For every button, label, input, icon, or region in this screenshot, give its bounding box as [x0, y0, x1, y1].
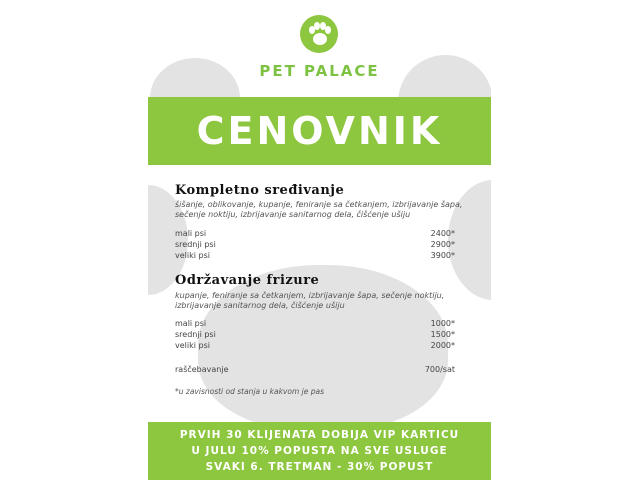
title-banner	[148, 97, 491, 165]
promo-line: PRVIH 30 KLIJENATA DOBIJA VIP KARTICU	[179, 429, 460, 441]
brand-name: PET PALACE	[259, 62, 380, 80]
price-row-label: raščebavanje	[175, 365, 229, 374]
price-row	[175, 329, 455, 340]
section-description: šišanje, oblikovanje, kupanje, feniranje sa četkanjem, izbrijavanje šapa, sečenje noktiju, izbrijavanje sanitarnog dela, čišćenje ušiju	[175, 200, 463, 219]
promo-line: SVAKI 6. TRETMAN - 30% POPUST	[205, 461, 434, 473]
price-row	[175, 228, 455, 239]
promo-line: U JULU 10% POPUSTA NA SVE USLUGE	[191, 445, 448, 457]
price-list-flyer	[148, 0, 491, 480]
price-row-value: 2000*	[430, 341, 455, 350]
price-row-value: 2900*	[430, 240, 455, 249]
section-description: kupanje, feniranje sa četkanjem, izbrijavanje šapa, sečenje noktiju, izbrijavanje sanitarnog dela, čišćenje ušiju	[175, 291, 445, 310]
price-row-label: mali psi	[175, 229, 207, 238]
price-row-value: 1500*	[430, 330, 455, 339]
price-row-value: 3900*	[430, 251, 455, 260]
price-row-label: veliki psi	[175, 341, 210, 350]
paw-icon	[300, 15, 338, 53]
section-title-haircut-maintenance: Održavanje frizure	[175, 273, 320, 288]
section-title-full-grooming: Kompletno sređivanje	[175, 183, 345, 198]
price-row	[175, 239, 455, 250]
price-row-value: 700/sat	[424, 365, 455, 374]
price-row-label: veliki psi	[175, 251, 210, 260]
price-row-value: 2400*	[430, 229, 455, 238]
price-row	[175, 340, 455, 351]
price-row-label: srednji psi	[175, 240, 216, 249]
price-row	[175, 318, 455, 329]
price-row-label: mali psi	[175, 319, 207, 328]
price-row-extra	[175, 364, 455, 375]
footnote: *u zavisnosti od stanja u kakvom je pas	[175, 387, 324, 396]
price-row-label: srednji psi	[175, 330, 216, 339]
promo-banner	[148, 422, 491, 480]
price-row	[175, 250, 455, 261]
price-row-value: 1000*	[430, 319, 455, 328]
logo-badge	[300, 15, 338, 53]
page-title: CENOVNIK	[196, 109, 443, 153]
